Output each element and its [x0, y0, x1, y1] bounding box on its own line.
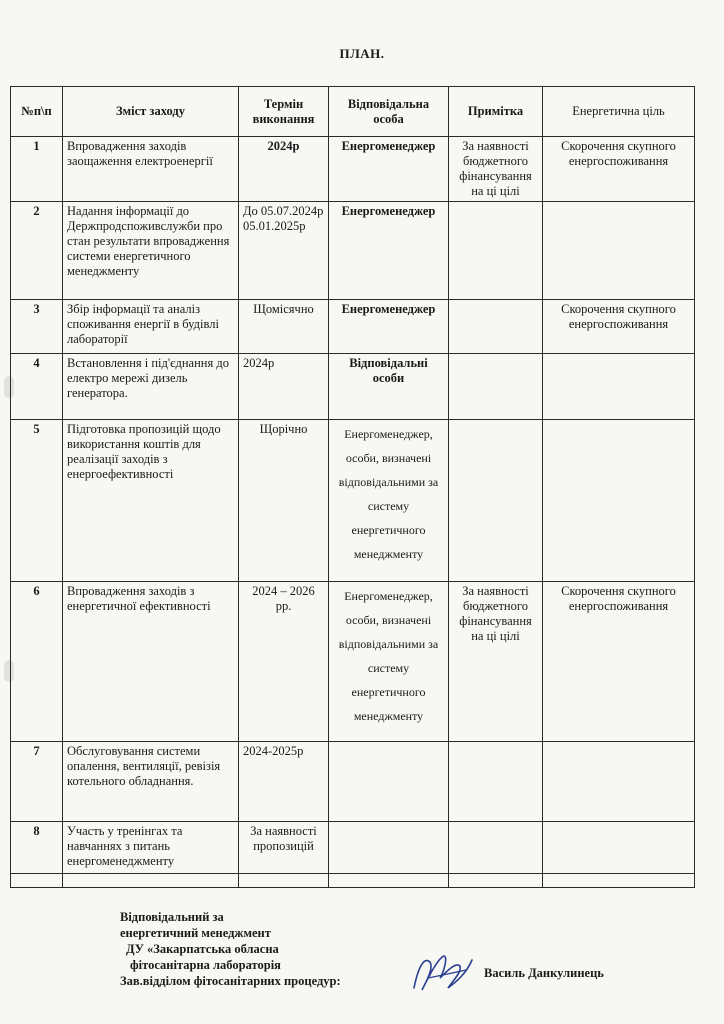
row-number: 7	[11, 742, 63, 822]
plan-table	[10, 86, 695, 888]
table-row	[11, 874, 695, 888]
table-row	[11, 137, 695, 202]
empty-cell	[11, 874, 63, 888]
table-row	[11, 300, 695, 354]
table-header-row	[11, 87, 695, 137]
footer-line: Зав.відділом фітосанітарних процедур:	[120, 974, 341, 988]
row-content: Обслуговування системи опалення, вентиляції, ревізія котельного обладнання.	[63, 742, 239, 822]
empty-cell	[329, 874, 449, 888]
row-goal	[543, 202, 695, 300]
signer-name: Василь Данкулинець	[484, 966, 604, 980]
row-goal	[543, 420, 695, 582]
document-title: ПЛАН.	[339, 46, 385, 61]
header-number: №п\п	[11, 87, 63, 137]
handwritten-signature	[408, 948, 478, 1000]
table-row	[11, 582, 695, 742]
footer-line: ДУ «Закарпатська обласна	[126, 942, 279, 956]
table-row	[11, 354, 695, 420]
row-responsible: Енергоменеджер, особи, визначені відповідальними за систему енергетичного менеджменту	[329, 582, 449, 742]
row-content: Збір інформації та аналіз споживання енергії в будівлі лабораторії	[63, 300, 239, 354]
row-note	[449, 742, 543, 822]
table-row	[11, 742, 695, 822]
empty-cell	[543, 874, 695, 888]
row-number: 2	[11, 202, 63, 300]
table-row	[11, 822, 695, 874]
empty-cell	[449, 874, 543, 888]
row-term: 2024р	[239, 354, 329, 420]
empty-cell	[63, 874, 239, 888]
footer-line: фітосанітарна лабораторія	[130, 958, 281, 972]
table-row	[11, 420, 695, 582]
row-term: 2024-2025р	[239, 742, 329, 822]
row-content: Впровадження заходів заощаження електроенергії	[63, 137, 239, 202]
row-content: Встановлення і під'єднання до електро мережі дизель генератора.	[63, 354, 239, 420]
row-content: Впровадження заходів з енергетичної ефективності	[63, 582, 239, 742]
row-goal	[543, 354, 695, 420]
row-note	[449, 300, 543, 354]
row-note: За наявності бюджетного фінансування на ці цілі	[449, 582, 543, 742]
footer-line: енергетичний менеджмент	[120, 926, 271, 940]
row-responsible: Енергоменеджер	[329, 137, 449, 202]
row-number: 8	[11, 822, 63, 874]
row-note	[449, 202, 543, 300]
row-number: 6	[11, 582, 63, 742]
row-number: 4	[11, 354, 63, 420]
row-goal: Скорочення скупного енергоспоживання	[543, 300, 695, 354]
header-content: Зміст заходу	[63, 87, 239, 137]
row-content: Участь у тренінгах та навчаннях з питань енергоменеджменту	[63, 822, 239, 874]
row-term: Щомісячно	[239, 300, 329, 354]
row-note	[449, 354, 543, 420]
row-goal	[543, 742, 695, 822]
row-responsible: Енергоменеджер	[329, 300, 449, 354]
row-number: 1	[11, 137, 63, 202]
row-term: За наявності пропозицій	[239, 822, 329, 874]
row-goal: Скорочення скупного енергоспоживання	[543, 137, 695, 202]
empty-cell	[239, 874, 329, 888]
row-goal	[543, 822, 695, 874]
row-goal: Скорочення скупного енергоспоживання	[543, 582, 695, 742]
footer-line: Відповідальний за	[120, 910, 224, 924]
row-number: 3	[11, 300, 63, 354]
header-goal: Енергетична ціль	[543, 87, 695, 137]
row-responsible: Відповідальні особи	[329, 354, 449, 420]
row-responsible: Енергоменеджер, особи, визначені відповідальними за систему енергетичного менеджменту	[329, 420, 449, 582]
row-term: 2024р	[239, 137, 329, 202]
row-note	[449, 822, 543, 874]
table-row	[11, 202, 695, 300]
row-number: 5	[11, 420, 63, 582]
header-responsible: Відповідальна особа	[329, 87, 449, 137]
row-content: Надання інформації до Держпродспоживслужби про стан результати впровадження системи енергетичного менеджменту	[63, 202, 239, 300]
row-term: 2024 – 2026 рр.	[239, 582, 329, 742]
row-content: Підготовка пропозицій щодо використання коштів для реалізації заходів з енергоефективності	[63, 420, 239, 582]
header-term: Термін виконання	[239, 87, 329, 137]
row-term: Щорічно	[239, 420, 329, 582]
row-note: За наявності бюджетного фінансування на ці цілі	[449, 137, 543, 202]
row-responsible: Енергоменеджер	[329, 202, 449, 300]
header-note: Примітка	[449, 87, 543, 137]
row-note	[449, 420, 543, 582]
row-responsible	[329, 742, 449, 822]
row-responsible	[329, 822, 449, 874]
signature-block	[120, 909, 341, 989]
row-term: До 05.07.2024р 05.01.2025р	[239, 202, 329, 300]
